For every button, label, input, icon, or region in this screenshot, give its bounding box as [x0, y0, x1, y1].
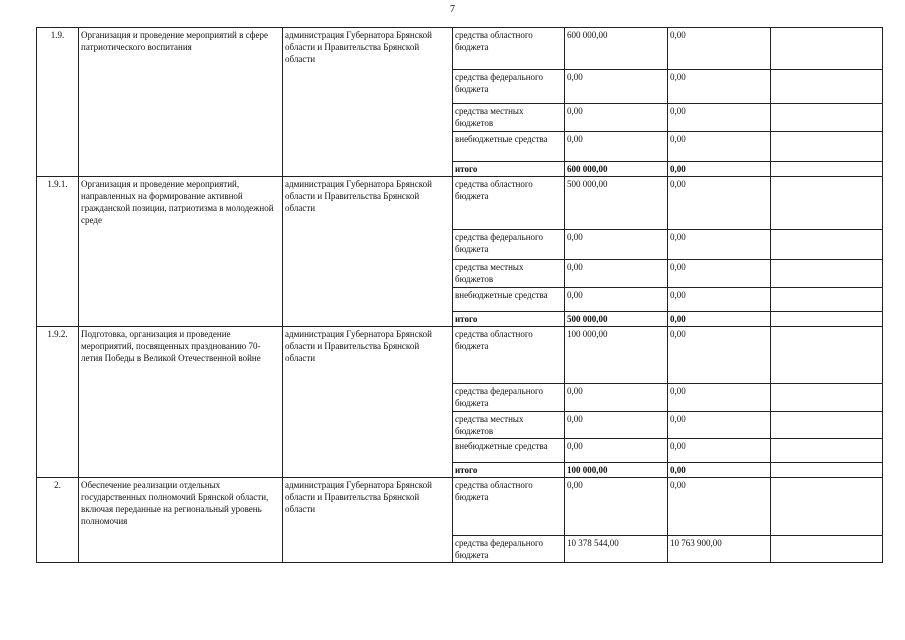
amount-year2-cell: 0,00: [668, 327, 771, 384]
amount-year2-cell: 0,00: [668, 312, 771, 327]
amount-year3-cell: [771, 260, 883, 288]
funding-source-cell: средства федерального бюджета: [453, 70, 565, 104]
funding-source-cell: внебюджетные средства: [453, 132, 565, 162]
amount-year3-cell: [771, 439, 883, 463]
table-row: [37, 478, 883, 536]
funding-source-cell: итого: [453, 162, 565, 177]
amount-year1-cell: 0,00: [565, 230, 668, 260]
amount-year2-cell: 0,00: [668, 28, 771, 70]
table-row: [37, 177, 883, 230]
item-number-cell: 2.: [37, 478, 79, 563]
amount-year1-cell: 0,00: [565, 70, 668, 104]
executor-cell: администрация Губернатора Брянской области и Правительства Брянской области: [283, 478, 453, 563]
amount-year1-cell: 0,00: [565, 288, 668, 312]
funding-source-cell: средства местных бюджетов: [453, 412, 565, 439]
funding-source-cell: средства федерального бюджета: [453, 230, 565, 260]
amount-year2-cell: 0,00: [668, 177, 771, 230]
table-row: [37, 28, 883, 70]
amount-year3-cell: [771, 384, 883, 412]
amount-year3-cell: [771, 536, 883, 563]
amount-year3-cell: [771, 177, 883, 230]
amount-year2-cell: 0,00: [668, 288, 771, 312]
table-row: [37, 327, 883, 384]
funding-source-cell: средства областного бюджета: [453, 327, 565, 384]
amount-year3-cell: [771, 312, 883, 327]
funding-source-cell: внебюджетные средства: [453, 439, 565, 463]
amount-year2-cell: 10 763 900,00: [668, 536, 771, 563]
amount-year1-cell: 0,00: [565, 104, 668, 132]
executor-cell: администрация Губернатора Брянской области и Правительства Брянской области: [283, 28, 453, 177]
funding-source-cell: средства местных бюджетов: [453, 104, 565, 132]
activity-name-cell: Подготовка, организация и проведение мероприятий, посвященных празднованию 70-летия Победы в Великой Отечественной войне: [79, 327, 283, 478]
amount-year1-cell: 0,00: [565, 439, 668, 463]
amount-year1-cell: 500 000,00: [565, 177, 668, 230]
amount-year2-cell: 0,00: [668, 439, 771, 463]
amount-year2-cell: 0,00: [668, 70, 771, 104]
amount-year3-cell: [771, 463, 883, 478]
activity-name-cell: Обеспечение реализации отдельных государственных полномочий Брянской области, включая переданные на региональный уровень полномочия: [79, 478, 283, 563]
funding-source-cell: средства местных бюджетов: [453, 260, 565, 288]
funding-source-cell: средства областного бюджета: [453, 177, 565, 230]
funding-source-cell: внебюджетные средства: [453, 288, 565, 312]
amount-year3-cell: [771, 70, 883, 104]
amount-year1-cell: 600 000,00: [565, 162, 668, 177]
funding-source-cell: средства федерального бюджета: [453, 536, 565, 563]
amount-year1-cell: 0,00: [565, 132, 668, 162]
amount-year1-cell: 0,00: [565, 384, 668, 412]
amount-year1-cell: 0,00: [565, 260, 668, 288]
amount-year2-cell: 0,00: [668, 162, 771, 177]
amount-year3-cell: [771, 162, 883, 177]
amount-year2-cell: 0,00: [668, 230, 771, 260]
amount-year2-cell: 0,00: [668, 260, 771, 288]
funding-source-cell: итого: [453, 463, 565, 478]
amount-year2-cell: 0,00: [668, 478, 771, 536]
item-number-cell: 1.9.1.: [37, 177, 79, 327]
amount-year1-cell: 0,00: [565, 478, 668, 536]
amount-year3-cell: [771, 230, 883, 260]
amount-year3-cell: [771, 288, 883, 312]
activity-name-cell: Организация и проведение мероприятий в сфере патриотического воспитания: [79, 28, 283, 177]
activity-name-cell: Организация и проведение мероприятий, направленных на формирование активной гражданской позиции, патриотизма в молодежной среде: [79, 177, 283, 327]
funding-source-cell: средства областного бюджета: [453, 28, 565, 70]
amount-year2-cell: 0,00: [668, 412, 771, 439]
amount-year2-cell: 0,00: [668, 463, 771, 478]
funding-source-cell: средства областного бюджета: [453, 478, 565, 536]
item-number-cell: 1.9.: [37, 28, 79, 177]
amount-year3-cell: [771, 478, 883, 536]
amount-year2-cell: 0,00: [668, 384, 771, 412]
page-number: 7: [450, 4, 455, 15]
amount-year1-cell: 500 000,00: [565, 312, 668, 327]
amount-year1-cell: 100 000,00: [565, 327, 668, 384]
amount-year2-cell: 0,00: [668, 104, 771, 132]
executor-cell: администрация Губернатора Брянской области и Правительства Брянской области: [283, 327, 453, 478]
amount-year3-cell: [771, 327, 883, 384]
executor-cell: администрация Губернатора Брянской области и Правительства Брянской области: [283, 177, 453, 327]
amount-year3-cell: [771, 28, 883, 70]
amount-year1-cell: 0,00: [565, 412, 668, 439]
amount-year1-cell: 600 000,00: [565, 28, 668, 70]
amount-year1-cell: 10 378 544,00: [565, 536, 668, 563]
amount-year3-cell: [771, 412, 883, 439]
funding-source-cell: итого: [453, 312, 565, 327]
amount-year3-cell: [771, 132, 883, 162]
amount-year3-cell: [771, 104, 883, 132]
budget-table: [36, 27, 883, 563]
funding-source-cell: средства федерального бюджета: [453, 384, 565, 412]
amount-year1-cell: 100 000,00: [565, 463, 668, 478]
item-number-cell: 1.9.2.: [37, 327, 79, 478]
amount-year2-cell: 0,00: [668, 132, 771, 162]
